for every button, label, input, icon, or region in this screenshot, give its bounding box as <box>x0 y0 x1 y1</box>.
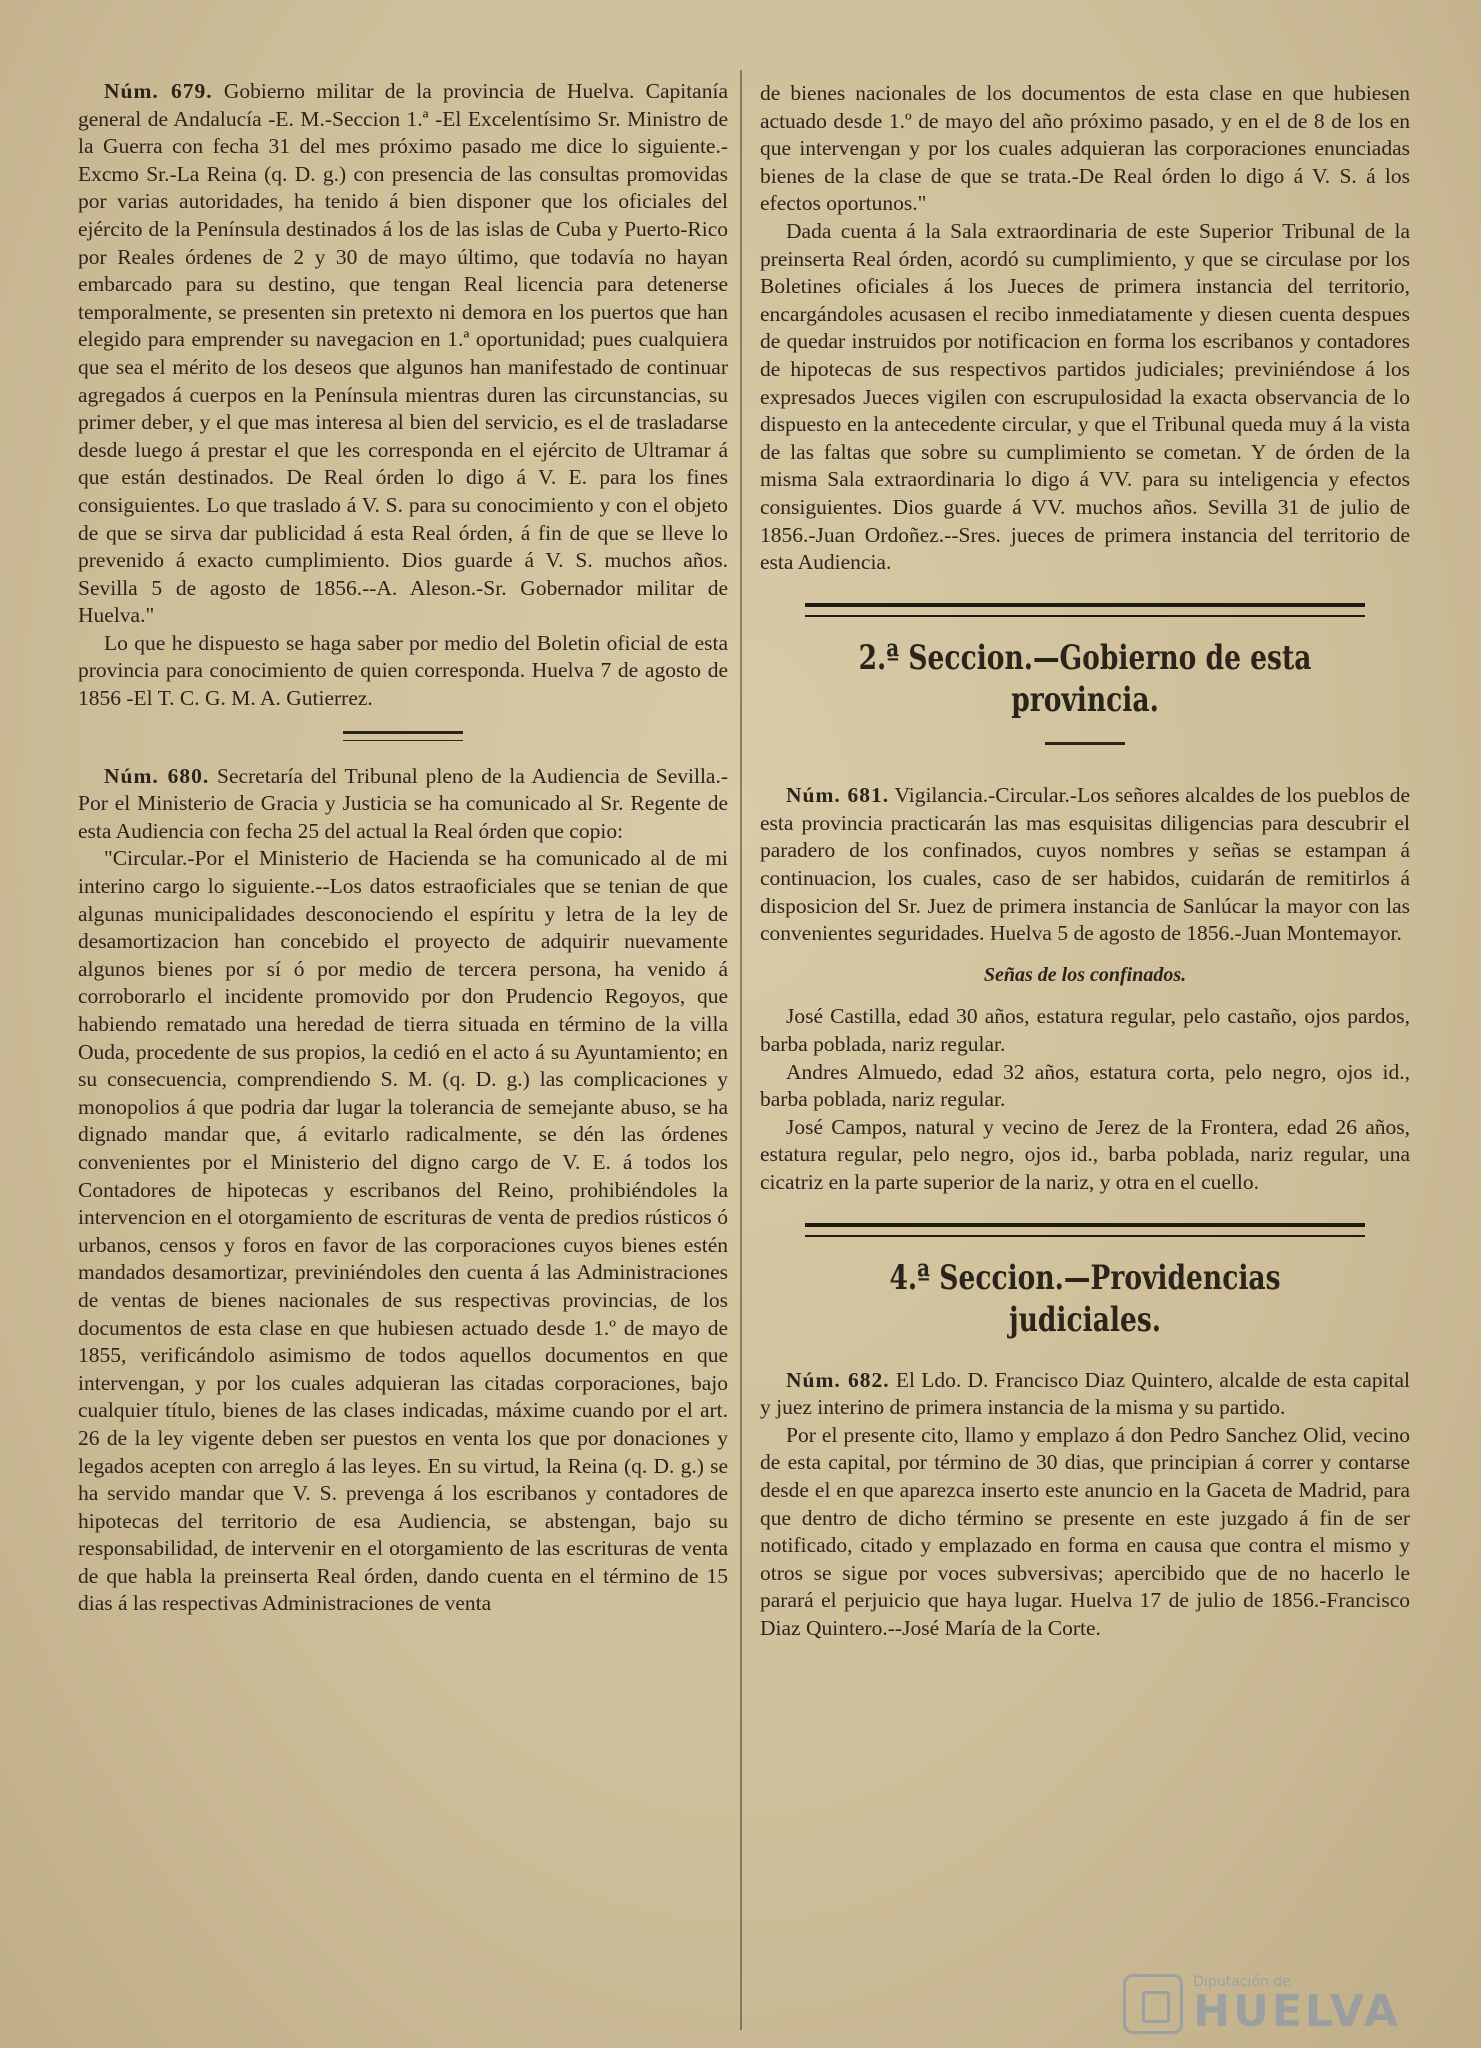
right-column <box>760 80 1410 1643</box>
confinado-entry: José Castilla, edad 30 años, estatura regular, pelo castaño, ojos pardos, barba poblada, nariz regular. <box>760 1004 1410 1057</box>
ornament-divider <box>760 729 1410 757</box>
notice-682-text: El Ldo. D. Francisco Diaz Quintero, alcalde de esta capital y juez interino de primera instancia de la misma y su partido. <box>760 1367 1411 1420</box>
notice-679-follow: Lo que he dispuesto se haga saber por medio del Boletin oficial de esta provincia para conocimiento de quien corresponda. Huelva 7 de agosto de 1856 -El T. C. G. M. A. Gutierrez. <box>78 630 728 711</box>
notice-681-number: Núm. 681. <box>786 783 890 808</box>
notice-682-citation: Por el presente cito, llamo y emplazo á don Pedro Sanchez Olid, vecino de esta capital, por término de 30 dias, que principian á correr y contarse desde el en que aparezca inserto este anuncio en la Gaceta de Madrid, para que dentro de dicho término se presente en este juzgado á fin de ser notificado, citado y emplazado en forma en causa que contra el mismo y otros se sigue por voces subversivas; apercibido que de no hacerlo le parará el perjuicio que haya lugar. Huelva 17 de julio de 1856.-Francisco Diaz Quintero.--José María de la Corte. <box>760 1422 1410 1640</box>
notice-679 <box>78 78 728 630</box>
notice-680-resolution: Dada cuenta á la Sala extraordinaria de este Superior Tribunal de la preinserta Real órden, acordó su cumplimiento, y que se circulase por los Boletines oficiales á los Jueces de primera instancia del territorio, encargándoles acusasen el recibo inmediatamente y diesen cuenta despues de quedar instruidos por notificacion en forma los escribanos y contadores de hipotecas de sus respectivos partidos judiciales; previniéndose á los expresados Jueces vigilen con escrupulosidad la exacta observancia de lo dispuesto en la antecedente circular, y que el Tribunal queda muy á la vista de las faltas que sobre su cumplimiento se cometan. Y de órden de la misma Sala extraordinaria lo digo á VV. para su inteligencia y efectos consiguientes. Dios guarde á VV. muchos años. Sevilla 31 de julio de 1856.-Juan Ordoñez.--Sres. jueces de primera instancia del territorio de esta Audiencia. <box>760 218 1410 575</box>
notice-681 <box>760 782 1410 948</box>
notice-681-text: Vigilancia.-Circular.-Los señores alcaldes de los pueblos de esta provincia practicarán las mas esquisitas diligencias para descubrir el paradero de los confinados, cuyos nombres y señas se estampan á continuacion, los cuales, caso de ser habidos, cuidarán de remitirlos á disposicion del Sr. Juez de primera instancia de Sanlúcar la mayor con las convenientes seguridades. Huelva 5 de agosto de 1856.-Juan Montemayor. <box>760 783 1410 946</box>
notice-680-quote: "Circular.-Por el Ministerio de Hacienda se ha comunicado al de mi interino cargo lo siguiente.--Los datos estraoficiales que se tenian de que algunas municipalidades desconociendo el espíritu y letra de la ley de desamortizacion han concebido el proyecto de adquirir nuevamente algunos bienes por sí ó por medio de tercera persona, ha venido á corroborarlo el incidente promovido por don Prudencio Regoyos, que habiendo rematado una heredad de tierra situada en término de la villa Ouda, procedente de sus propios, la cedió en el acto á su Ayuntamiento; en su consecuencia, comprendiendo S. M. (q. D. g.) las complicaciones y monopolios á que podria dar lugar la tolerancia de semejante abuso, se ha dignado mandar que, á evitarlo radicalmente, se dén las órdenes convenientes por el Ministerio del digno cargo de V. E. á todos los Contadores de hipotecas y escribanos del Reino, prohibiéndoles la intervencion en el otorgamiento de escrituras de venta de predios rústicos ó urbanos, censos y foros en favor de las corporaciones cuyos bienes estén mandados desamortizar, previniéndoles den cuenta á las Administraciones de ventas de bienes nacionales de sus respectivas provincias, de los documentos de esta clase en que hubiesen actuado desde 1.º de mayo de 1855, verificándolo asimismo de todos aquellos documentos en que intervengan, y por los cuales adquieran las citadas corporaciones, bajo cualquier título, bienes de las clases indicadas, máxime cuando por el art. 26 de la ley vigente deben ser puestos en venta los que por donaciones y legados acepten con arreglo á las leyes. En su virtud, la Reina (q. D. g.) se ha servido mandar que V. S. prevenga á los escribanos y contadores de hipotecas del territorio de esa Audiencia, se abstengan, bajo su responsabilidad, de intervenir en el otorgamiento de las escrituras de venta de que habla la preinserta Real órden, dando cuenta en el término de 15 dias á las respectivas Administraciones de venta <box>78 846 728 1616</box>
notice-680-text: Secretaría del Tribunal pleno de la Audiencia de Sevilla.-Por el Ministerio de Gracia y Justicia se ha comunicado al Sr. Regente de esta Audiencia con fecha 25 del actual la Real órden que copio: <box>78 763 728 843</box>
section-rule-thick <box>805 1223 1365 1237</box>
confinado-entry: Andres Almuedo, edad 32 años, estatura corta, pelo negro, ojos id., barba poblada, nariz regular. <box>760 1059 1410 1112</box>
archive-watermark <box>1123 1974 1401 2037</box>
section-rule-thick <box>805 603 1365 617</box>
section-rule <box>343 731 463 741</box>
notice-680-continuation: de bienes nacionales de los documentos de esta clase en que hubiesen actuado desde 1.º de mayo del año próximo pasado, y en el de 8 de los en que intervengan y por los cuales adquieran las corporaciones enunciadas bienes de la clase de que se trata.-De Real órden lo digo á V. S. á los efectos oportunos." <box>760 81 1410 216</box>
notice-679-number: Núm. 679. <box>104 79 213 103</box>
watermark-small-text: Diputación de <box>1193 1974 1291 1990</box>
watermark-big-text: HUELVA <box>1193 1986 1401 2037</box>
notice-679-text: Gobierno militar de la provincia de Huelva. Capitanía general de Andalucía -E. M.-Seccion 1.ª -El Excelentísimo Sr. Ministro de la Guerra con fecha 31 del mes próximo pasado me dice lo siguiente.-Excmo Sr.-La Reina (q. D. g.) con presencia de las consultas promovidas por varias autoridades, ha tenido á bien disponer que los oficiales del ejército de la Península destinados á los de las islas de Cuba y Puerto-Rico por Reales órdenes de 2 y 30 de mayo último, que todavía no hayan embarcado para su destino, que tengan Real licencia para detenerse temporalmente, se presenten sin pretexto ni demora en los puertos que han elegido para emprender su navegacion en 1.ª oportunidad; pues cualquiera que sea el mérito de los deseos que algunos han manifestado de continuar agregados á cuerpos en la Península mientras duren las circunstancias, su primer deber, y el que mas interesa al bien del servicio, es el de trasladarse desde luego á prestar el que les corresponda en el ejército de Ultramar á que están destinados. De Real órden lo digo á V. E. para los fines consiguientes. Lo que traslado á V. S. para su conocimiento y con el objeto de que se sirva dar publicidad á esta Real órden, á fin de que se lleve lo prevenido á exacto cumplimiento. Dios guarde á V. S. muchos años. Sevilla 5 de agosto de 1856.--A. Aleson.-Sr. Gobernador militar de Huelva." <box>78 79 728 628</box>
notice-680 <box>78 763 728 846</box>
confinados-title: Señas de los confinados. <box>983 963 1187 986</box>
column-divider <box>740 70 742 2030</box>
confinado-entry: José Campos, natural y vecino de Jerez de la Frontera, edad 26 años, estatura regular, pelo negro, ojos id., barba poblada, nariz regular, una cicatriz en la parte superior de la nariz, y otra en el cuello. <box>760 1114 1410 1194</box>
section-4-heading: 4.ª Seccion.—Providencias judiciales. <box>889 1257 1281 1340</box>
archive-logo-icon <box>1123 1974 1183 2034</box>
notice-682-number: Núm. 682. <box>786 1367 890 1392</box>
section-2-heading: 2.ª Seccion.—Gobierno de esta provincia. <box>858 637 1312 720</box>
notice-682 <box>760 1367 1410 1422</box>
left-column <box>78 78 728 1618</box>
notice-680-number: Núm. 680. <box>104 763 210 788</box>
